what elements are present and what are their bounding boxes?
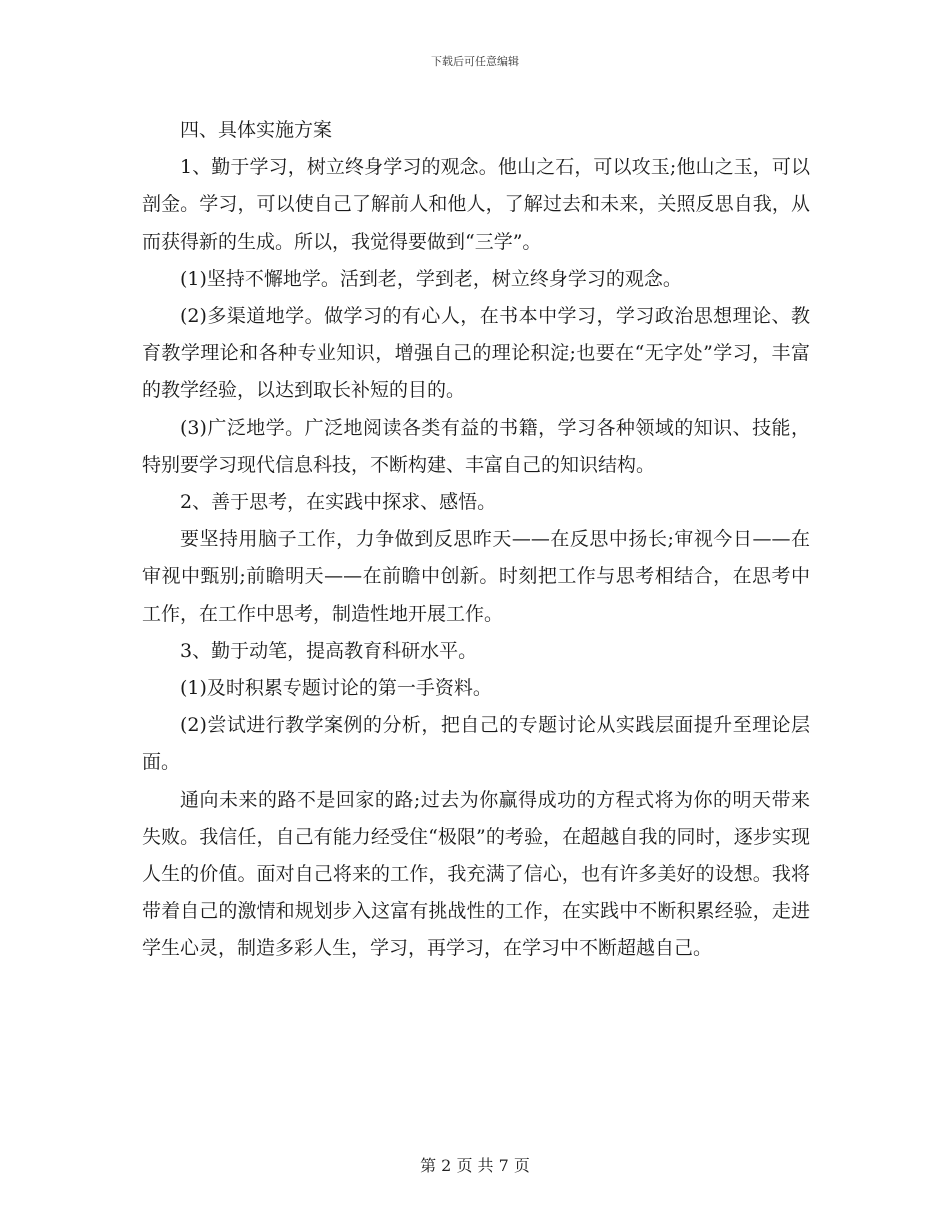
page-number: 第 2 页 共 7 页: [420, 1156, 530, 1175]
paragraph: 2、善于思考，在实践中探求、感悟。: [180, 491, 497, 514]
paragraph: 3、勤于动笔，提高教育科研水平。: [180, 639, 478, 662]
paragraph: (3)广泛地学。广泛地阅读各类有益的书籍，学习各种领域的知识、技能，特别要学习现代信息科技，不断构建、丰富自己的知识结构。: [142, 416, 810, 476]
paragraph: 要坚持用脑子工作，力争做到反思昨天——在反思中扬长;审视今日——在审视中甄别;前瞻明天——在前瞻中创新。时刻把工作与思考相结合，在思考中工作，在工作中思考，制造性地开展工作。: [142, 528, 810, 625]
page-header-note: 下载后可任意编辑: [431, 55, 519, 68]
section-heading: 四、具体实施方案: [180, 119, 333, 141]
document-body: [142, 112, 810, 968]
paragraph: (2)尝试进行教学案例的分析，把自己的专题讨论从实践层面提升至理论层面。: [142, 714, 810, 774]
paragraph: (2)多渠道地学。做学习的有心人，在书本中学习，学习政治思想理论、教育教学理论和各种专业知识，增强自己的理论积淀;也要在“无字处”学习，丰富的教学经验，以达到取长补短的目的。: [142, 305, 810, 402]
paragraph: (1)坚持不懈地学。活到老，学到老，树立终身学习的观念。: [180, 267, 682, 290]
paragraph: 通向未来的路不是回家的路;过去为你赢得成功的方程式将为你的明天带来失败。我信任，自己有能力经受住“极限”的考验，在超越自我的同时，逐步实现人生的价值。面对自己将来的工作，我充满了信心，也有许多美好的设想。我将带着自己的激情和规划步入这富有挑战性的工作，在实践中不断积累经验，走进学生心灵，制造多彩人生，学习，再学习，在学习中不断超越自己。: [142, 788, 810, 960]
paragraph: 1、勤于学习，树立终身学习的观念。他山之石，可以攻玉;他山之玉，可以剖金。学习，可以使自己了解前人和他人，了解过去和未来，关照反思自我，从而获得新的生成。所以，我觉得要做到“三学”。: [142, 156, 810, 253]
paragraph: (1)及时积累专题讨论的第一手资料。: [180, 677, 492, 700]
